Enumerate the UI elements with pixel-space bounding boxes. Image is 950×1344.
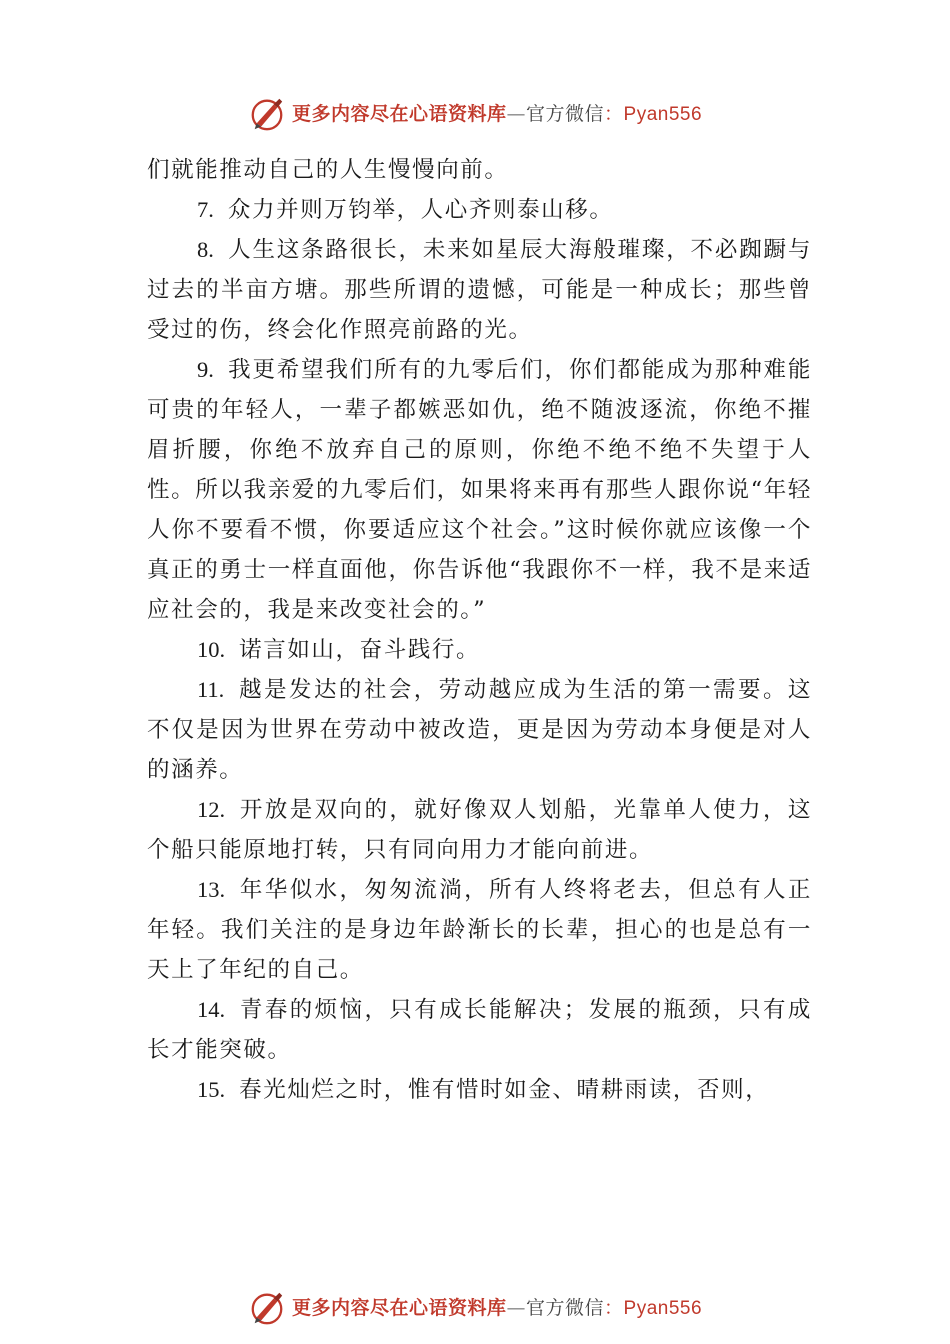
list-item xyxy=(147,790,812,870)
paragraph-text: 们就能推动自己的人生慢慢向前。 xyxy=(147,157,509,183)
item-number: 12. xyxy=(197,797,226,822)
banner-dash: — xyxy=(506,1296,526,1319)
item-number: 11. xyxy=(197,677,225,702)
banner-text xyxy=(292,1288,702,1329)
item-number: 7. xyxy=(197,197,214,222)
banner-wechat-label: 官方微信 xyxy=(525,1296,604,1319)
list-item xyxy=(147,990,812,1070)
item-text: 春光灿烂之时，惟有惜时如金、晴耕雨读，否则， xyxy=(239,1077,770,1103)
banner-colon: ： xyxy=(604,102,624,125)
banner-wechat-label: 官方微信 xyxy=(525,102,604,125)
list-item xyxy=(147,1070,812,1110)
list-item xyxy=(147,670,812,790)
item-text: 众力并则万钧举，人心齐则泰山移。 xyxy=(227,197,614,223)
document-body xyxy=(147,150,812,1110)
item-text: 青春的烦恼，只有成长能解决；发展的瓶颈，只有成长才能突破。 xyxy=(147,997,812,1063)
item-text: 越是发达的社会，劳动越应成为生活的第一需要。这不仅是因为世界在劳动中被改造，更是因为劳动本身便是对人的涵养。 xyxy=(147,677,812,783)
pen-logo-icon xyxy=(248,95,286,133)
item-number: 8. xyxy=(197,237,214,262)
item-number: 13. xyxy=(197,877,226,902)
paragraph-continuation xyxy=(147,150,812,190)
banner-library-text: 更多内容尽在心语资料库 xyxy=(291,1296,507,1319)
banner-library-text: 更多内容尽在心语资料库 xyxy=(291,102,507,125)
banner-colon: ： xyxy=(604,1296,624,1319)
banner-account: Pyan556 xyxy=(623,103,703,125)
list-item xyxy=(147,870,812,990)
item-text: 诺言如山，奋斗践行。 xyxy=(239,637,481,663)
list-item xyxy=(147,350,812,630)
pen-logo-icon xyxy=(248,1289,286,1327)
banner-account: Pyan556 xyxy=(623,1297,703,1319)
item-number: 15. xyxy=(197,1077,226,1102)
list-item xyxy=(147,190,812,230)
item-number: 9. xyxy=(197,357,214,382)
item-number: 10. xyxy=(197,637,226,662)
banner-dash: — xyxy=(506,102,526,125)
item-text: 我更希望我们所有的九零后们，你们都能成为那种难能可贵的年轻人，一辈子都嫉恶如仇，绝不随波逐流，你绝不摧眉折腰，你绝不放弃自己的原则，你绝不绝不绝不失望于人性。所以我亲爱的九零后们，如果将来再有那些人跟你说“年轻人你不要看不惯，你要适应这个社会。”这时候你就应该像一个真正的勇士一样直面他，你告诉他“我跟你不一样，我不是来适应社会的，我是来改变社会的。” xyxy=(147,357,812,623)
banner-text xyxy=(292,94,702,135)
item-number: 14. xyxy=(197,997,226,1022)
list-item xyxy=(147,230,812,350)
item-text: 人生这条路很长，未来如星辰大海般璀璨，不必踟蹰与过去的半亩方塘。那些所谓的遗憾，可能是一种成长；那些曾受过的伤，终会化作照亮前路的光。 xyxy=(147,237,812,343)
header-banner xyxy=(0,94,950,134)
item-text: 年华似水，匆匆流淌，所有人终将老去，但总有人正年轻。我们关注的是身边年龄渐长的长辈，担心的也是总有一天上了年纪的自己。 xyxy=(147,877,812,983)
footer-banner xyxy=(0,1288,950,1328)
item-text: 开放是双向的，就好像双人划船，光靠单人使力，这个船只能原地打转，只有同向用力才能向前进。 xyxy=(147,797,812,863)
list-item xyxy=(147,630,812,670)
